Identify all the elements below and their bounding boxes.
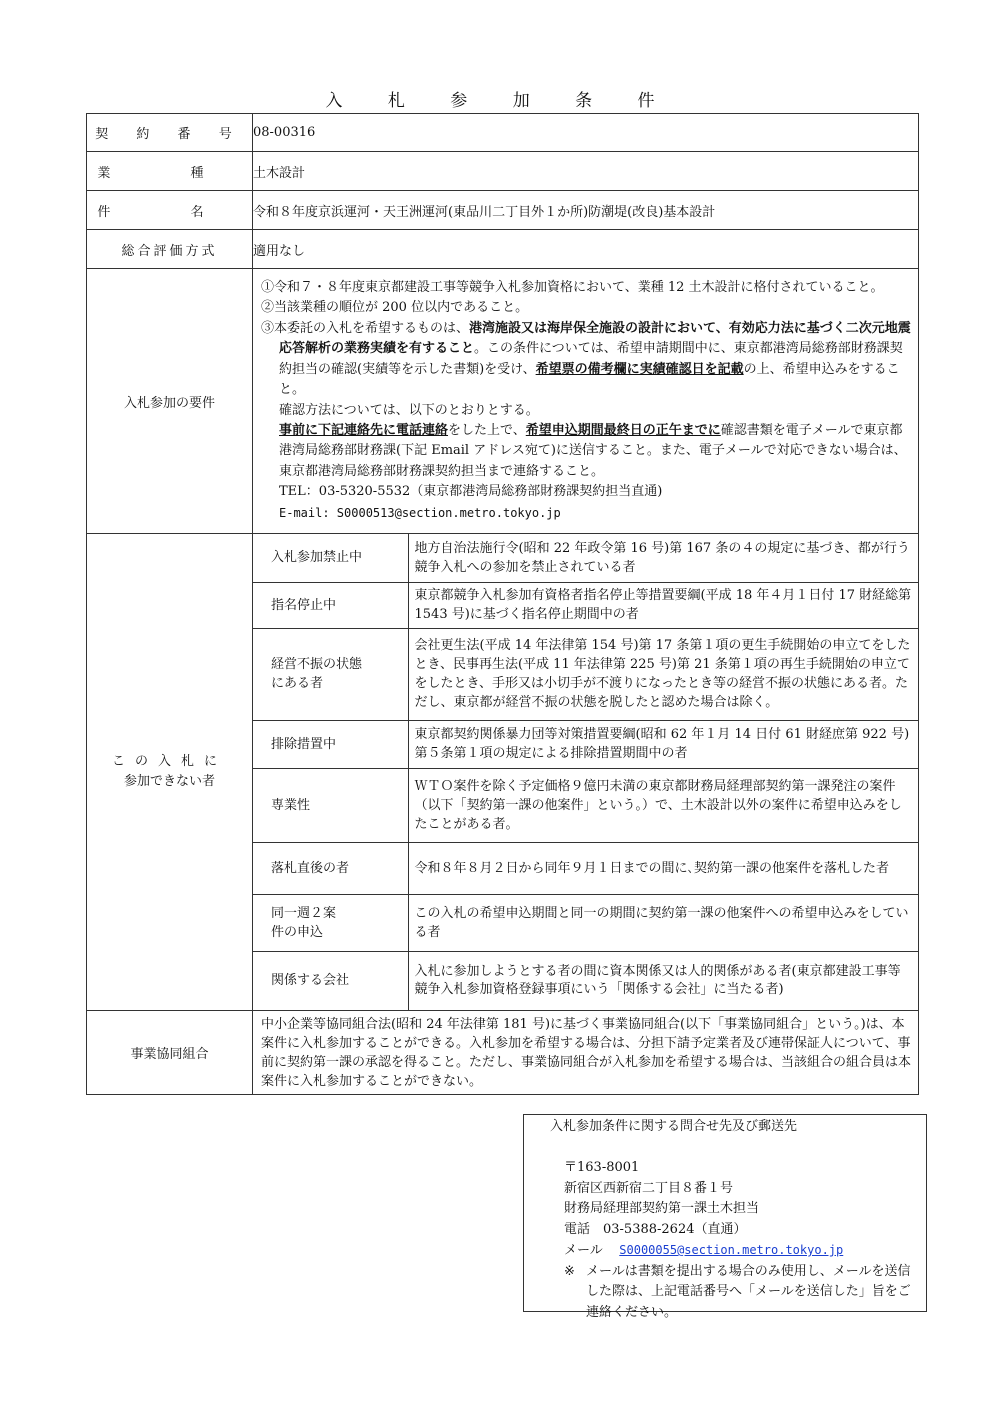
cannot-item (253, 582, 918, 628)
confirm-intro: 確認方法については、以下のとおりとする。 (279, 402, 539, 418)
contact-address: 新宿区西新宿二丁目８番１号 (564, 1180, 734, 1196)
contact-box (523, 1114, 927, 1320)
cannot-item-desc: この入札の希望申込期間と同一の期間に契約第一課の他案件への希望申込みをしている者 (408, 894, 918, 951)
contact-mail-link[interactable]: S0000055@section.metro.tokyo.jp (619, 1243, 844, 1257)
conditions-table (86, 113, 919, 1095)
requirement-3-bold: 港湾施設又は海岸保全施設の設計において、有効応力法に基づく二次元地震応答解析の業務実績を有すること (279, 320, 911, 357)
contact-phone: 電話 03-5388-2624（直通） (564, 1221, 747, 1237)
contact-mail-label: メール (564, 1243, 603, 1258)
cooperative-text: 中小企業等協同組合法(昭和 24 年法律第 181 号)に基づく事業協同組合(以下「事業協同組合」という。)は、本案件に入札参加することができる。入札参加を希望する場合は、分担下請予定業者及び連帯保証人について、事前に契約第一課の承認を得ること。ただし、事業協同組合が入札参加を希望する場合は、当該組合の組合員は本案件に入札参加することができない。 (261, 1016, 912, 1089)
cannot-item (253, 720, 918, 768)
cannot-item-desc: 東京都競争入札参加有資格者指名停止等措置要綱(平成 18 年４月１日付 17 財経総第 1543 号)に基づく指名停止期間中の者 (408, 582, 918, 628)
cannot-item-desc: 入札に参加しようとする者の間に資本関係又は人的関係がある者(東京都建設工事等競争入札参加資格登録事項にいう「関係する会社」に当たる者) (408, 951, 918, 1010)
requirements-label: 入札参加の要件 (87, 269, 253, 534)
requirement-1: ①令和７・８年度東京都建設工事等競争入札参加資格において、業種 12 土木設計に格付されていること。 (261, 280, 884, 296)
requirement-3-middle: 。この条件については、希望申請期間中に、東京都港湾局総務部財務課契約担当の確認(実績等を示した書類)を受け、 (279, 341, 903, 377)
note-text: メールは書類を提出する場合のみ使用し、メールを送信した際は、上記電話番号へ「メールを送信した」旨をご連絡ください。 (586, 1263, 911, 1320)
cannot-item (253, 534, 918, 582)
subject-row (87, 191, 919, 230)
category-row (87, 152, 919, 191)
cannot-item-name: 落札直後の者 (253, 842, 408, 894)
cannot-item (253, 628, 918, 720)
contact-postal: 〒163-8001 (564, 1160, 640, 1175)
contract-number-value: 08-00316 (253, 114, 919, 152)
category-value: 土木設計 (253, 152, 919, 191)
cooperative-row (87, 1011, 919, 1095)
requirement-3-underlined: 希望票の備考欄に実績確認日を記載 (535, 361, 744, 377)
requirement-3-intro: ③本委託の入札を希望するものは、 (261, 320, 470, 336)
cannot-item-name: 指名停止中 (253, 582, 408, 628)
cannot-item-name: 専業性 (253, 768, 408, 842)
cannot-item (253, 842, 918, 894)
cannot-participate-label-cell (87, 534, 253, 1011)
cannot-participate-row (87, 534, 919, 1011)
cannot-item-name: 排除措置中 (253, 720, 408, 768)
contract-number-label: 契 約 番 号 (87, 114, 253, 152)
evaluation-value: 適用なし (253, 230, 919, 269)
cannot-item-desc: 東京都契約関係暴力団等対策措置要綱(昭和 62 年１月 14 日付 61 財経庶第 922 号)第５条第１項の規定による排除措置期間中の者 (408, 720, 918, 768)
note-mark: ※ (564, 1263, 575, 1279)
requirement-2: ②当該業種の順位が 200 位以内であること。 (261, 300, 529, 316)
subject-label: 件 名 (87, 191, 253, 230)
cannot-item-name: 経営不振の状態にある者 (253, 628, 408, 720)
contact-note (564, 1262, 914, 1324)
confirm-middle: をした上で、 (448, 422, 526, 438)
cannot-item-desc: 地方自治法施行令(昭和 22 年政令第 16 号)第 167 条の４の規定に基づき、都が行う競争入札への参加を禁止されている者 (408, 534, 918, 582)
evaluation-label: 総合評価方式 (87, 230, 253, 269)
cannot-item-desc: ＷＴＯ案件を除く予定価格９億円未満の東京都財務局経理部契約第一課発注の案件（以下「契約第一課の他案件」という。）で、土木設計以外の案件に希望申込みをしたことがある者。 (408, 768, 918, 842)
contract-number-row (87, 114, 919, 152)
cooperative-label: 事業協同組合 (87, 1011, 253, 1095)
contact-details (564, 1158, 914, 1323)
cannot-participate-label-1: この入札に (111, 754, 227, 769)
contact-tel: TEL：03-5320-5532（東京都港湾局総務部財務課契約担当直通) (279, 484, 663, 500)
contact-dept: 財務局経理部契約第一課土木担当 (564, 1201, 760, 1216)
cannot-item-name: 入札参加禁止中 (253, 534, 408, 582)
cannot-item-name: 同一週２案件の申込 (253, 894, 408, 951)
cannot-item (253, 894, 918, 951)
contact-heading: 入札参加条件に関する問合せ先及び郵送先 (550, 1119, 798, 1134)
confirm-deadline-bold: 希望申込期間最終日の正午までに (525, 422, 721, 438)
requirements-cell (253, 269, 919, 534)
cannot-participate-label-2: 参加できない者 (123, 774, 215, 789)
document-title: 入 札 参 加 条 件 (325, 91, 675, 111)
subject-value: 令和８年度京浜運河・天王洲運河(東品川二丁目外１か所)防潮堤(改良)基本設計 (253, 191, 919, 230)
confirm-method (261, 421, 912, 482)
cooperative-cell (253, 1011, 919, 1095)
requirements-row (87, 269, 919, 534)
confirm-end: 確認書類を電子メールで東京都港湾局総務部財務課(下記 Email アドレス宛て)に送信すること。また、電子メールで対応できない場合は、東京都港湾局総務部財務課契約担当まで連絡すること。 (279, 422, 907, 479)
evaluation-row (87, 230, 919, 269)
cannot-item-desc: 会社更生法(平成 14 年法律第 154 号)第 17 条第１項の更生手続開始の申立てをしたとき、民事再生法(平成 11 年法律第 225 号)第 21 条第１項の再生手続開始の申立てをしたとき、手形又は小切手が不渡りになったとき等の経営不振の状態にある者。ただし、東京都が経営不振の状態を脱したと認めた場合は除く。 (408, 628, 918, 720)
requirement-3 (261, 319, 912, 401)
cannot-participate-list (253, 534, 919, 1011)
cannot-item-name: 関係する会社 (253, 951, 408, 1010)
cannot-item (253, 768, 918, 842)
contact-mail-line (564, 1240, 914, 1262)
cannot-item (253, 951, 918, 1010)
category-label: 業 種 (87, 152, 253, 191)
requirement-3-end: の上、希望申込みをすること。 (279, 361, 900, 398)
contact-email: E-mail: S0000513@section.metro.tokyo.jp (279, 505, 561, 520)
cannot-item-desc: 令和８年８月２日から同年９月１日までの間に､契約第一課の他案件を落札した者 (408, 842, 918, 894)
confirm-phone-bold: 事前に下記連絡先に電話連絡 (279, 422, 449, 438)
